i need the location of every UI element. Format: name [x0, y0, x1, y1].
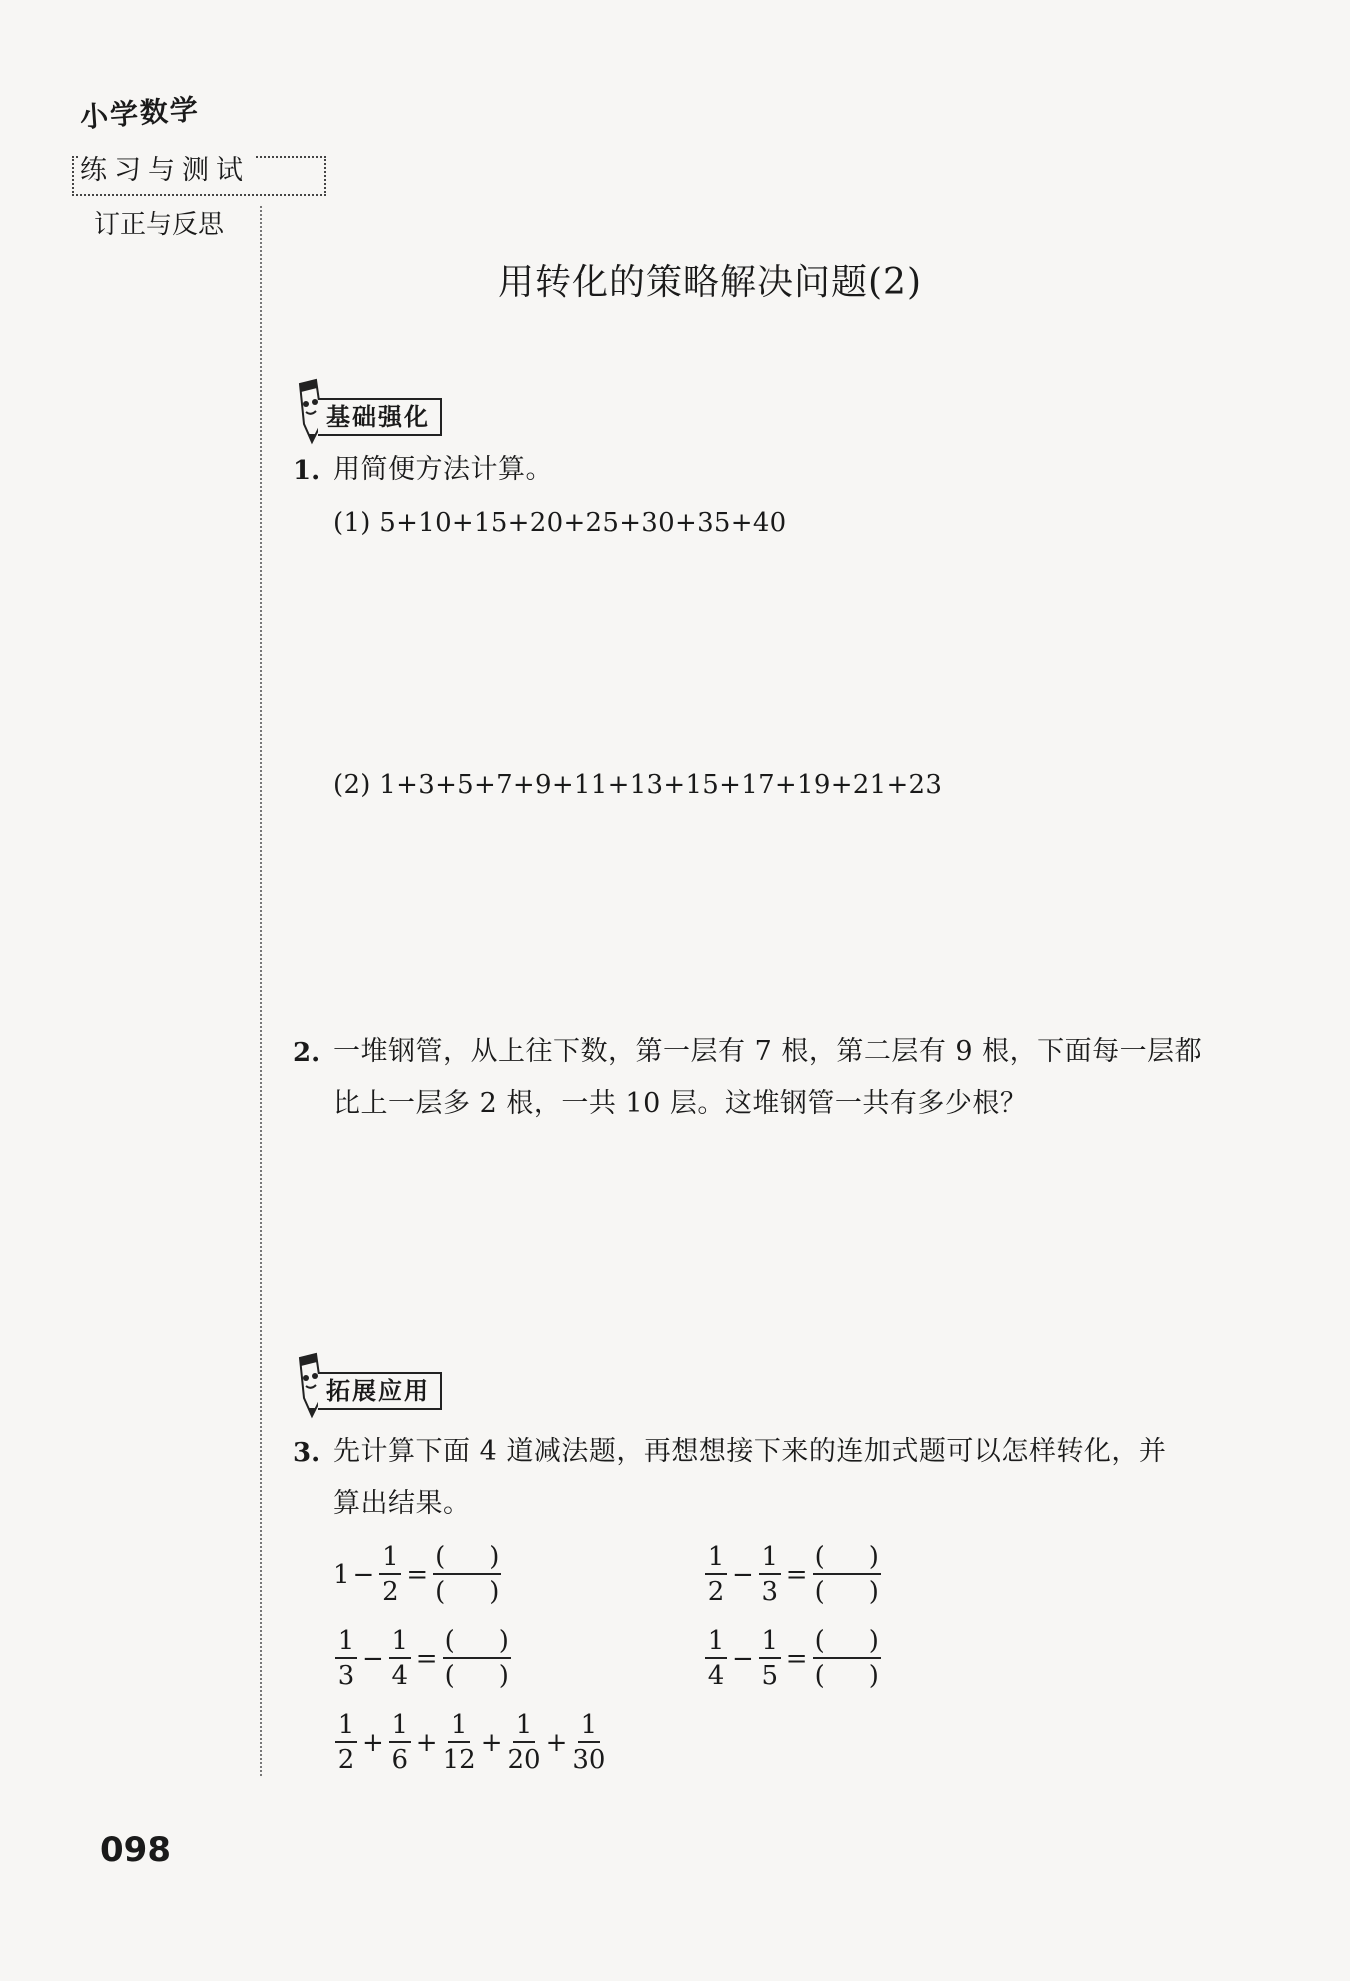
paren: (: [444, 1661, 455, 1691]
answer-blank[interactable]: [813, 1544, 881, 1605]
fraction: [507, 1712, 540, 1773]
minus-sign: −: [732, 1559, 754, 1590]
numerator: 1: [335, 1628, 357, 1659]
numerator: 1: [389, 1628, 411, 1659]
paren: (: [435, 1577, 446, 1607]
equals-sign: =: [785, 1643, 808, 1674]
equals-sign: =: [406, 1559, 429, 1590]
question-text-line: 先计算下面 4 道减法题，再想想接下来的连加式题可以怎样转化，并: [333, 1436, 1167, 1467]
minus-sign: −: [732, 1643, 754, 1674]
question-text: 用简便方法计算。: [333, 454, 553, 485]
sub-question-2: (2) 1+3+5+7+9+11+13+15+17+19+21+23: [333, 770, 943, 800]
plus-sign: +: [362, 1727, 384, 1758]
denominator: 3: [337, 1661, 355, 1691]
fraction: [389, 1712, 411, 1773]
paren: (: [814, 1626, 825, 1656]
numerator: 1: [448, 1712, 470, 1743]
margin-divider: [260, 206, 262, 1776]
answer-blank[interactable]: [813, 1628, 881, 1689]
paren: (: [814, 1577, 825, 1607]
fraction: [705, 1544, 727, 1605]
page-number: 098: [100, 1830, 171, 1870]
fraction: [759, 1544, 781, 1605]
plus-sign: +: [415, 1727, 438, 1758]
paren: ): [489, 1577, 500, 1607]
equation-1: [333, 1544, 503, 1605]
paren: (: [435, 1542, 446, 1572]
numerator: 1: [705, 1544, 727, 1575]
sub-question-1: (1) 5+10+15+20+25+30+35+40: [333, 508, 787, 538]
numerator: 1: [578, 1712, 600, 1743]
denominator: 4: [707, 1661, 725, 1691]
plus-sign: +: [545, 1727, 568, 1758]
question-number: 2.: [293, 1038, 321, 1068]
fraction: [379, 1544, 401, 1605]
numerator: 1: [705, 1628, 727, 1659]
denominator: 6: [391, 1745, 409, 1775]
paren: ): [868, 1661, 879, 1691]
equals-sign: =: [785, 1559, 808, 1590]
question-text-line: 比上一层多 2 根，一共 10 层。这堆钢管一共有多少根？: [333, 1088, 1028, 1119]
question-text-line: 算出结果。: [333, 1488, 471, 1519]
paren: ): [868, 1542, 879, 1572]
paren: ): [489, 1542, 500, 1572]
question-number: 1.: [293, 456, 321, 486]
equals-sign: =: [415, 1643, 438, 1674]
denominator: 2: [707, 1577, 725, 1607]
number: 1: [333, 1559, 350, 1590]
denominator: 3: [761, 1577, 779, 1607]
numerator: 1: [379, 1544, 401, 1575]
page-title: 用转化的策略解决问题(2): [498, 262, 922, 303]
plus-sign: +: [480, 1727, 503, 1758]
fraction: [389, 1628, 411, 1689]
paren: ): [498, 1626, 509, 1656]
section-label: 拓展应用: [318, 1372, 442, 1410]
equation-2: [703, 1544, 883, 1605]
section-label: 基础强化: [318, 398, 442, 436]
minus-sign: −: [362, 1643, 384, 1674]
fraction: [443, 1712, 476, 1773]
fraction: [705, 1628, 727, 1689]
numerator: 1: [513, 1712, 535, 1743]
answer-blank[interactable]: [433, 1544, 501, 1605]
paren: ): [498, 1661, 509, 1691]
denominator: 2: [382, 1577, 399, 1607]
equation-3: [333, 1628, 513, 1689]
question-number: 3.: [293, 1438, 321, 1468]
numerator: 1: [389, 1712, 411, 1743]
equation-4: [703, 1628, 883, 1689]
denominator: 5: [761, 1661, 779, 1691]
minus-sign: −: [352, 1559, 375, 1590]
fraction: [335, 1712, 357, 1773]
denominator: 12: [442, 1745, 476, 1775]
brand-title: 小学数学: [78, 92, 201, 134]
numerator: 1: [759, 1628, 781, 1659]
numerator: 1: [759, 1544, 781, 1575]
paren: (: [814, 1542, 825, 1572]
numerator: 1: [335, 1712, 357, 1743]
series-title: 练习与测试: [80, 148, 256, 187]
denominator: 2: [337, 1745, 355, 1775]
paren: ): [868, 1626, 879, 1656]
question-text-line: 一堆钢管，从上往下数，第一层有 7 根，第二层有 9 根，下面每一层都: [333, 1036, 1203, 1067]
paren: (: [814, 1661, 825, 1691]
answer-blank[interactable]: [443, 1628, 511, 1689]
denominator: 30: [572, 1745, 606, 1775]
denominator: 20: [507, 1745, 541, 1775]
margin-label: 订正与反思: [94, 210, 225, 240]
fraction: [759, 1628, 781, 1689]
paren: ): [868, 1577, 879, 1607]
fraction: [335, 1628, 357, 1689]
denominator: 4: [391, 1661, 409, 1691]
fraction: [572, 1712, 605, 1773]
equation-sum: [333, 1712, 607, 1773]
paren: (: [444, 1626, 455, 1656]
